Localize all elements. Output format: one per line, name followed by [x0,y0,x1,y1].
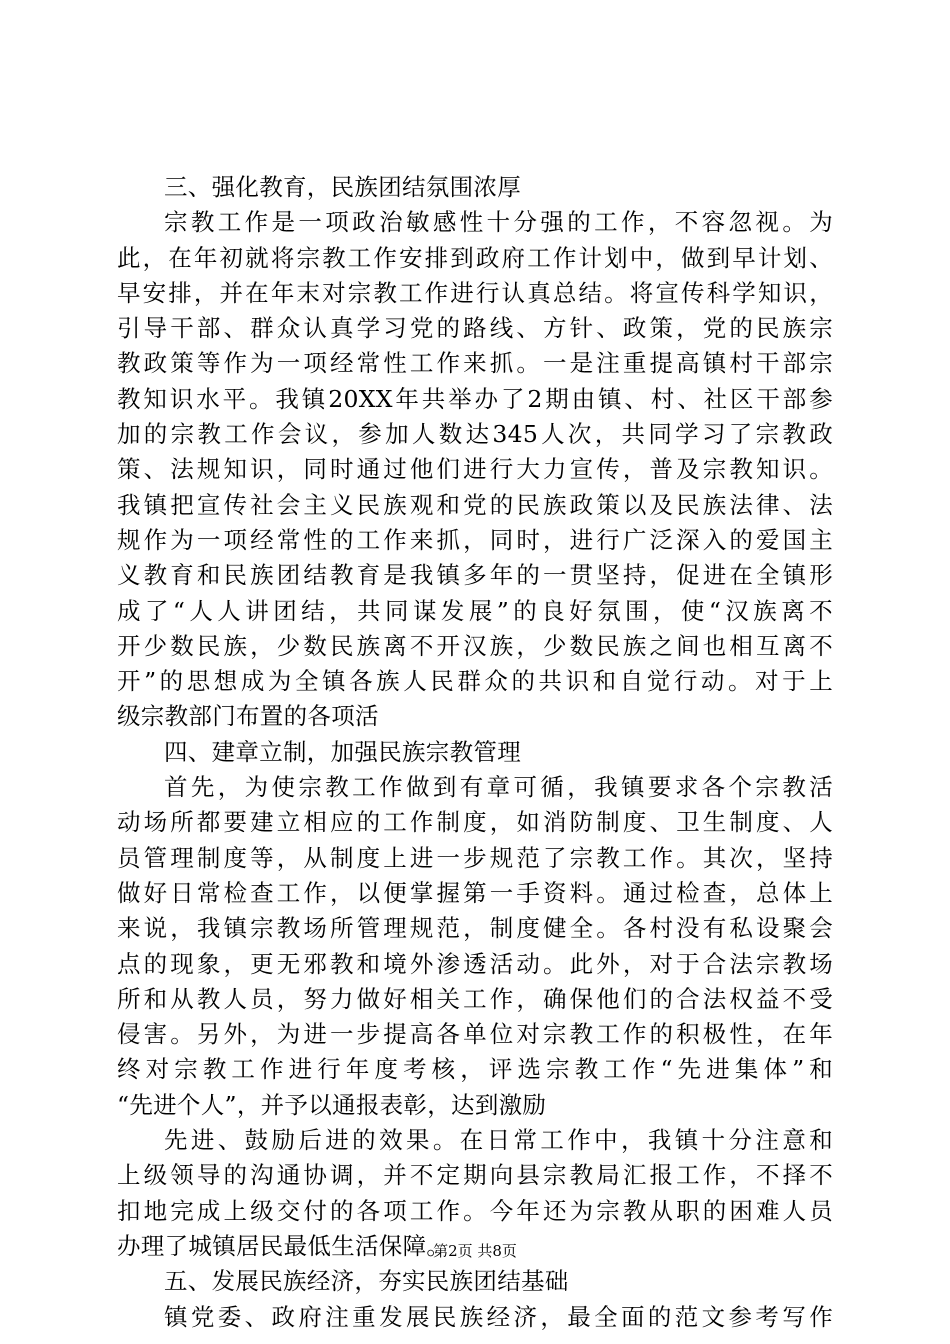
text-line: 开少数民族，少数民族离不开汉族，少数民族之间也相互离不 [117,631,833,660]
text-line: 办理了城镇居民最低生活保障。 [117,1231,451,1260]
text-line: 员管理制度等，从制度上进一步规范了宗教工作。其次，坚持 [117,843,833,872]
text-line: 开”的思想成为全镇各族人民群众的共识和自觉行动。对于上 [117,667,833,696]
text-line: 规作为一项经常性的工作来抓，同时，进行广泛深入的爱国主 [117,525,833,554]
text-line: 五、发展民族经济，夯实民族团结基础 [164,1267,569,1296]
text-line: 上级领导的沟通协调，并不定期向县宗教局汇报工作，不择不 [117,1161,833,1190]
text-line: 做好日常检查工作，以便掌握第一手资料。通过检查，总体上 [117,878,833,907]
text-line: 终对宗教工作进行年度考核，评选宗教工作“先进集体”和 [117,1055,833,1084]
text-line: 成了“人人讲团结，共同谋发展”的良好氛围，使“汉族离不 [117,596,833,625]
text-line: 我镇把宣传社会主义民族观和党的民族政策以及民族法律、法 [117,490,833,519]
text-line: 级宗教部门布置的各项活 [117,702,379,731]
document-body [117,170,833,1335]
text-line: “先进个人”，并予以通报表彰，达到激励 [117,1090,547,1119]
text-line: 扣地完成上级交付的各项工作。今年还为宗教从职的困难人员 [117,1196,833,1225]
text-line: 教政策等作为一项经常性工作来抓。一是注重提高镇村干部宗 [117,349,833,378]
text-line: 义教育和民族团结教育是我镇多年的一贯坚持，促进在全镇形 [117,561,833,590]
text-line: 动场所都要建立相应的工作制度，如消防制度、卫生制度、人 [117,808,833,837]
text-line: 四、建章立制，加强民族宗教管理 [164,737,521,766]
text-line: 加的宗教工作会议，参加人数达345人次，共同学习了宗教政 [117,420,833,449]
text-line: 来说，我镇宗教场所管理规范，制度健全。各村没有私设聚会 [117,914,833,943]
text-line: 先进、鼓励后进的效果。在日常工作中，我镇十分注意和 [164,1126,833,1155]
text-line: 侵害。另外，为进一步提高各单位对宗教工作的积极性，在年 [117,1020,833,1049]
text-line: 镇党委、政府注重发展民族经济，最全面的范文参考写作 [164,1302,833,1331]
page-number: 第2页 共8页 [433,1242,517,1260]
text-line: 此，在年初就将宗教工作安排到政府工作计划中，做到早计划、 [117,243,833,272]
text-line: 引导干部、群众认真学习党的路线、方针、政策，党的民族宗 [117,314,833,343]
text-line: 宗教工作是一项政治敏感性十分强的工作，不容忽视。为 [164,208,833,237]
text-line: 所和从教人员，努力做好相关工作，确保他们的合法权益不受 [117,984,833,1013]
text-line: 首先，为使宗教工作做到有章可循，我镇要求各个宗教活 [164,773,833,802]
text-line: 早安排，并在年末对宗教工作进行认真总结。将宣传科学知识， [117,278,833,307]
text-line: 策、法规知识，同时通过他们进行大力宣传，普及宗教知识。 [117,455,833,484]
text-line: 点的现象，更无邪教和境外渗透活动。此外，对于合法宗教场 [117,949,833,978]
text-line: 教知识水平。我镇20XX年共举办了2期由镇、村、社区干部参 [117,384,833,413]
text-line: 三、强化教育，民族团结氛围浓厚 [164,173,521,201]
